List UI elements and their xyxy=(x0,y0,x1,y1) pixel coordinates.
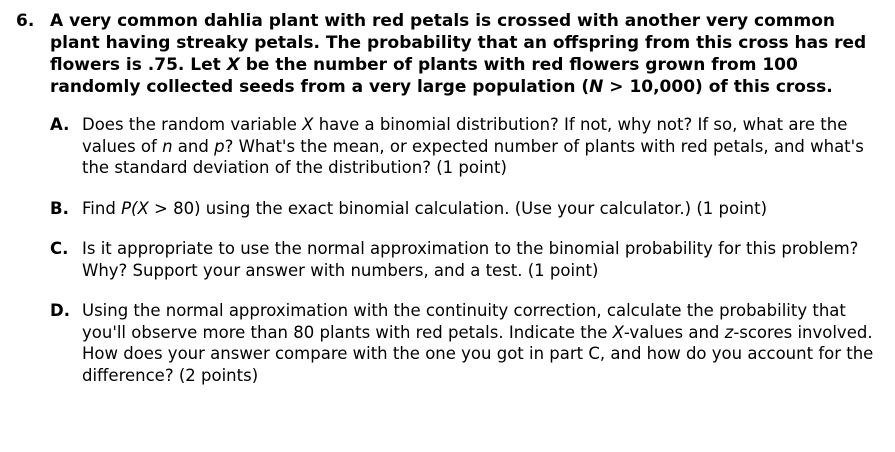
part-c-label: C. xyxy=(50,239,69,258)
part-a xyxy=(50,114,879,179)
part-a-var-n: n xyxy=(162,136,173,156)
part-d-text-1: Using the normal approximation with the continuity correction, calculate the probability that you'll observe more than 80 plants with red petals. Indicate the xyxy=(82,301,846,342)
part-a-text-4: ? What's the mean, or expected number of plants with red petals, and what's the standard deviation of the distribution? (1 point) xyxy=(82,136,864,177)
part-d-text-3: -scores involved. How does your answer compare with the one you got in part C, and how do you account for the difference? (2 points) xyxy=(82,322,874,385)
part-a-var-x: X xyxy=(302,115,314,134)
part-a-text-3: and xyxy=(172,136,215,156)
part-d-var-x: X xyxy=(612,322,624,342)
part-d-label: D. xyxy=(50,301,70,320)
part-a-text-1: Does the random variable xyxy=(82,115,303,134)
question-6 xyxy=(16,10,879,98)
part-b-prob-expr: P(X xyxy=(121,198,149,218)
part-c xyxy=(50,238,879,281)
part-b xyxy=(50,198,879,220)
stem-var-x: X xyxy=(226,55,240,75)
stem-var-n: N xyxy=(589,77,604,97)
part-b-label: B. xyxy=(50,198,69,218)
stem-text-2: be the number of plants with red flowers grown from 100 randomly collected seeds from a very large population ( xyxy=(50,55,798,97)
part-d-text xyxy=(82,300,879,386)
part-d-text-2: -values and xyxy=(623,322,725,342)
part-a-label: A. xyxy=(50,115,70,134)
part-d xyxy=(50,300,879,386)
part-b-text-1: Find xyxy=(82,198,122,218)
stem-text-1: A very common dahlia plant with red petals is crossed with another very common plant having streaky petals. The probability that an offspring from this cross has red flowers is .75. Let xyxy=(50,11,867,75)
part-b-text xyxy=(82,198,879,220)
part-a-text xyxy=(82,114,879,179)
question-stem xyxy=(50,10,879,98)
part-a-text-2: have a binomial distribution? If not, why not? If so, what are the values of xyxy=(82,115,848,156)
part-c-text: Is it appropriate to use the normal approximation to the binomial probability for this problem? Why? Support your answer with numbers, and a test. (1 point) xyxy=(82,239,859,280)
subparts-list xyxy=(16,114,879,386)
stem-text-3: > 10,000) of this cross. xyxy=(603,77,833,97)
part-d-var-z: z xyxy=(724,322,734,342)
part-b-text-2: > 80) using the exact binomial calculation. (Use your calculator.) (1 point) xyxy=(148,198,768,218)
question-number: 6. xyxy=(16,11,35,31)
part-a-var-p: p xyxy=(214,136,225,156)
